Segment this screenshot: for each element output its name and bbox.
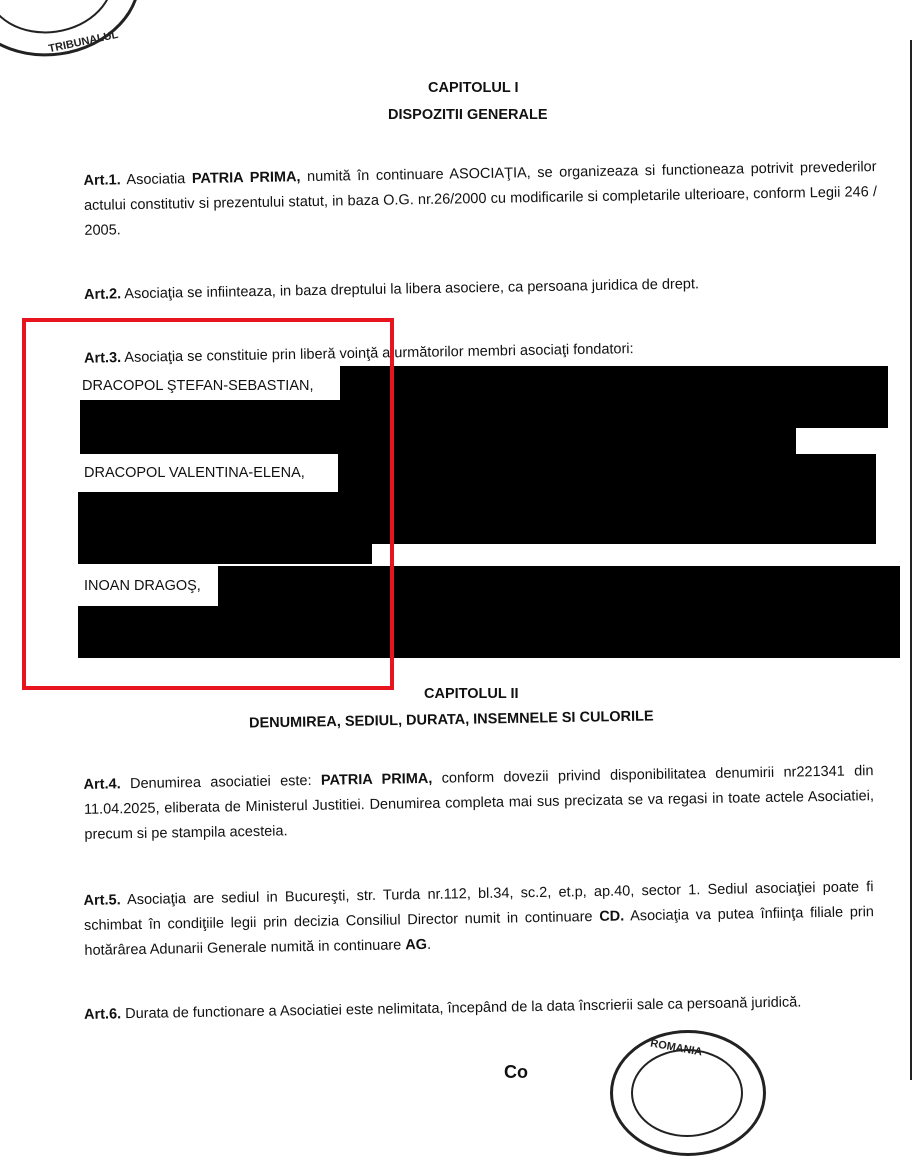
article-5-text-c: . [426,936,432,953]
signature-fragment: Co [504,1062,528,1082]
court-seal-top [0,0,150,68]
article-1 [83,155,877,244]
article-4-text-a: Denumirea asociatiei este: [120,772,322,793]
article-6-label: Art.6. [83,1006,122,1023]
article-5-cd: CD. [599,908,625,925]
article-2-label: Art.2. [83,286,122,303]
article-5-label: Art.5. [83,892,121,909]
founder-member-2: DRACOPOL VALENTINA-ELENA, [84,465,305,481]
founder-member-1: DRACOPOL ŞTEFAN-SEBASTIAN, [82,378,314,394]
chapter-1-subtitle: DISPOZITII GENERALE [388,107,548,123]
article-4-label: Art.4. [83,776,121,793]
page-edge-line [910,40,912,1080]
article-3-label: Art.3. [83,349,122,367]
stamp-seal-inner-ring [631,1049,743,1137]
article-2-text: Asociaţia se infiinteaza, in baza dreptului la libera asociere, ca persoana juridica de drept. [120,276,700,303]
article-5-text-a: Asociaţia are sediul in Bucureşti, str. Turda nr.112, bl.34, sc.2, et.p, ap.40, sector 1. Sediul asociaţiei poate fi schimbat în condiţiile legii prin decizia Consiliul Director numit in continuare [83,879,874,934]
article-4-name: PATRIA PRIMA, [320,770,433,789]
chapter-2-title: CAPITOLUL II [424,686,519,702]
article-6 [84,989,874,1028]
chapter-1-title: CAPITOLUL I [428,80,519,96]
article-4-text-b: conform dovezii privind disponibilitatea denumirii nr221341 din 11.04.2025, eliberata de Ministerul Justitiei. Denumirea completa mai sus precizata se va regasi in toate actele Asociatiei, precum si pe stampila acesteia. [83,763,875,843]
article-5 [83,875,874,964]
redaction-block [338,454,876,494]
article-1-text-b: numită în continuare ASOCIAŢIA, se organizeaza si functioneaza potrivit prevederilor actului constitutiv si prezentului statut, in baza O.G. nr.26/2000 cu modificarile si completarile ulterioare, conform Legii 246 / 2005. [83,159,878,239]
stamp-seal-text: ROMANIA [649,1037,704,1059]
article-2 [84,269,884,308]
article-1-label: Art.1. [83,172,121,189]
article-3-text: Asociaţia se constituie prin liberă voinţă a următorilor membri asociaţi fondatori: [120,341,634,366]
article-6-text: Durata de functionare a Asociatiei este nelimitata, începând de la data înscrierii sale ca persoană juridică. [120,994,802,1023]
highlight-frame [22,318,394,690]
article-5-ag: AG [405,936,428,954]
article-1-name: PATRIA PRIMA, [191,169,301,188]
article-5-text-b: Asociaţia va putea înfiinţa filiale prin hotărârea Adunarii Generale numită in continuare [84,904,875,959]
article-1-text-a: Asociatia [120,171,193,189]
court-seal-top-text: TRIBUNALUL [47,28,120,56]
founder-member-3: INOAN DRAGOŞ, [84,578,201,594]
article-4 [83,759,874,848]
chapter-2-subtitle: DENUMIREA, SEDIUL, DURATA, INSEMNELE SI CULORILE [248,708,654,732]
